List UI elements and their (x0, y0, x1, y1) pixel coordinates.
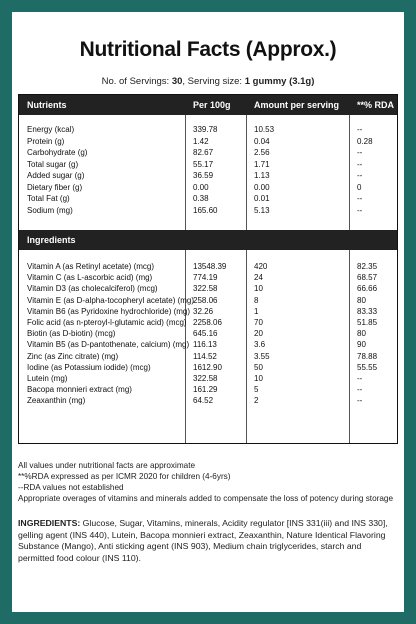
ingredients-label: INGREDIENTS: (18, 518, 81, 528)
table-cell: 82.67 (193, 148, 214, 157)
table-cell: Bacopa monnieri extract (mg) (27, 385, 132, 395)
table-cell: 32.26 (193, 306, 214, 316)
table-row (19, 283, 397, 295)
note-line: Appropriate overages of vitamins and minerals added to compensate the loss of potency during storage (18, 494, 394, 503)
table-cell: Vitamin D3 (as cholecalciferol) (mcg) (27, 284, 158, 294)
note-line: --RDA values not established (18, 483, 124, 492)
table-row (19, 272, 397, 284)
table-cell: Iodine (as Potassium iodide) (mcg) (27, 362, 151, 372)
note-line: All values under nutritional facts are approximate (18, 461, 196, 470)
table-cell: 420 (254, 262, 268, 271)
table-cell: 10 (254, 374, 263, 383)
table-cell: 64.52 (193, 396, 214, 406)
table-cell: Sodium (mg) (27, 205, 73, 215)
table-row (19, 328, 397, 340)
table-row (19, 170, 397, 182)
table-cell: -- (357, 396, 363, 406)
table-cell: 13548.39 (193, 262, 227, 271)
note-line: **%RDA expressed as per ICMR 2020 for children (4-6yrs) (18, 472, 231, 481)
servings-info (0, 76, 416, 87)
table-cell: 258.06 (193, 295, 218, 305)
table-row (19, 362, 397, 374)
table-cell: Lutein (mg) (27, 374, 68, 383)
table-row (19, 339, 397, 351)
table-row (19, 124, 397, 136)
table-cell: 55.17 (193, 159, 214, 169)
table-row (19, 136, 397, 148)
table-cell: Zeaxanthin (mg) (27, 396, 86, 406)
table-row (19, 384, 397, 396)
table-row (19, 295, 397, 307)
table-cell: Total Fat (g) (27, 194, 70, 203)
table-cell: Zinc (as Zinc citrate) (mg) (27, 351, 119, 361)
table-row (19, 147, 397, 159)
table-cell: Vitamin C (as L-ascorbic acid) (mg) (27, 273, 153, 283)
table-cell: 0 (357, 182, 362, 192)
table-cell: 339.78 (193, 125, 218, 134)
table-cell: 36.59 (193, 171, 214, 180)
table-cell: Folic acid (as n-pteroyl-l-glutamic acid) (mcg) (27, 318, 187, 327)
ingredients-text: Glucose, Sugar, Vitamins, minerals, Acidity regulator [INS 331(iii) and INS 330], gelling agent (INS 440), Lutein, Bacopa monnieri extract, Zeaxanthin, Nature Identical Flavoring Substance (Mango), Anti sticking agent (INS 903), Medium chain triglycerides, starch and permitted food colour (INS 110). (18, 518, 388, 563)
table-cell: 2.56 (254, 148, 270, 157)
header-ingredients: Ingredients (27, 235, 76, 245)
table-cell: 8 (254, 295, 259, 305)
table-cell: 82.35 (357, 262, 378, 271)
table-cell: Dietary fiber (g) (27, 182, 83, 192)
notes (18, 460, 398, 504)
table-cell: 1.13 (254, 171, 270, 180)
serving-size: 1 gummy (3.1g) (244, 76, 315, 87)
table-cell: 322.58 (193, 374, 218, 383)
table-cell: 0.00 (193, 182, 209, 192)
table-cell: 2258.06 (193, 318, 222, 327)
table-cell: Vitamin B5 (as D-pantothenate, calcium) (mg) (27, 340, 190, 350)
table-cell: 1.42 (193, 136, 209, 146)
header-per-100g: Per 100g (193, 100, 231, 110)
table-cell: Vitamin B6 (as Pyridoxine hydrochloride) (mg) (27, 306, 191, 316)
table-cell: 0.04 (254, 136, 270, 146)
table-cell: 116.13 (193, 340, 217, 350)
table-cell: 322.58 (193, 284, 218, 294)
nutrients-header (19, 95, 397, 115)
ingredients-header (19, 230, 397, 250)
page-title: Nutritional Facts (Approx.) (79, 38, 337, 61)
table-row (19, 351, 397, 363)
table-cell: 83.33 (357, 306, 378, 316)
table-cell: -- (357, 374, 363, 383)
table-cell: Vitamin A (as Retinyl acetate) (mcg) (27, 262, 155, 271)
table-cell: 0.28 (357, 136, 373, 146)
table-row (19, 205, 397, 217)
table-row (19, 159, 397, 171)
table-cell: 51.85 (357, 318, 378, 327)
header-rda: **% RDA (357, 100, 395, 110)
header-amount-per-serving: Amount per serving (254, 100, 340, 110)
header-nutrients: Nutrients (27, 100, 67, 110)
table-cell: 0.38 (193, 194, 209, 203)
table-cell: -- (357, 385, 363, 395)
table-cell: 645.16 (193, 329, 218, 339)
table-cell: 0.00 (254, 182, 270, 192)
table-cell: 114.52 (193, 351, 217, 361)
table-row (19, 306, 397, 318)
table-cell: 24 (254, 273, 263, 283)
table-cell: 5.13 (254, 205, 270, 215)
table-cell: -- (357, 159, 363, 169)
table-row (19, 193, 397, 205)
table-row (19, 182, 397, 194)
table-cell: 78.88 (357, 351, 378, 361)
servings-prefix: No. of Servings: (101, 76, 172, 87)
table-cell: 80 (357, 329, 366, 339)
table-cell: -- (357, 125, 363, 134)
table-cell: 2 (254, 396, 259, 406)
table-cell: 774.19 (193, 273, 218, 283)
table-cell: 3.6 (254, 340, 266, 350)
table-cell: -- (357, 205, 363, 215)
table-cell: -- (357, 194, 363, 203)
table-cell: 3.55 (254, 351, 270, 361)
table-cell: 1612.90 (193, 362, 222, 372)
table-cell: 1.71 (254, 159, 270, 169)
table-cell: 66.66 (357, 284, 378, 294)
table-row (19, 373, 397, 385)
table-cell: 50 (254, 362, 263, 372)
table-cell: 68.57 (357, 273, 378, 283)
table-cell: Vitamin E (as D-alpha-tocopheryl acetate) (mg) (27, 295, 195, 305)
table-cell: 0.01 (254, 194, 270, 203)
table-cell: 161.29 (193, 385, 218, 395)
table-cell: -- (357, 148, 363, 157)
table-cell: 5 (254, 385, 259, 395)
table-cell: 20 (254, 329, 263, 339)
table-cell: Biotin (as D-biotin) (mcg) (27, 329, 116, 339)
ingredients-paragraph (18, 518, 398, 564)
table-row (19, 395, 397, 407)
nutrition-table (18, 94, 398, 444)
table-cell: Added sugar (g) (27, 171, 85, 180)
table-cell: 1 (254, 306, 259, 316)
servings-middle: , Serving size: (182, 76, 245, 87)
table-cell: Protein (g) (27, 136, 65, 146)
servings-count: 30 (171, 76, 183, 87)
table-cell: 55.55 (357, 362, 378, 372)
table-cell: 10.53 (254, 125, 275, 134)
table-cell: -- (357, 171, 363, 180)
table-cell: 80 (357, 295, 366, 305)
table-row (19, 261, 397, 273)
table-cell: Carbohydrate (g) (27, 148, 88, 157)
table-cell: 90 (357, 340, 366, 350)
table-row (19, 317, 397, 329)
table-cell: 165.60 (193, 205, 218, 215)
table-cell: 10 (254, 284, 263, 294)
table-cell: Total sugar (g) (27, 159, 79, 169)
table-cell: 70 (254, 318, 263, 327)
table-cell: Energy (kcal) (27, 125, 75, 134)
